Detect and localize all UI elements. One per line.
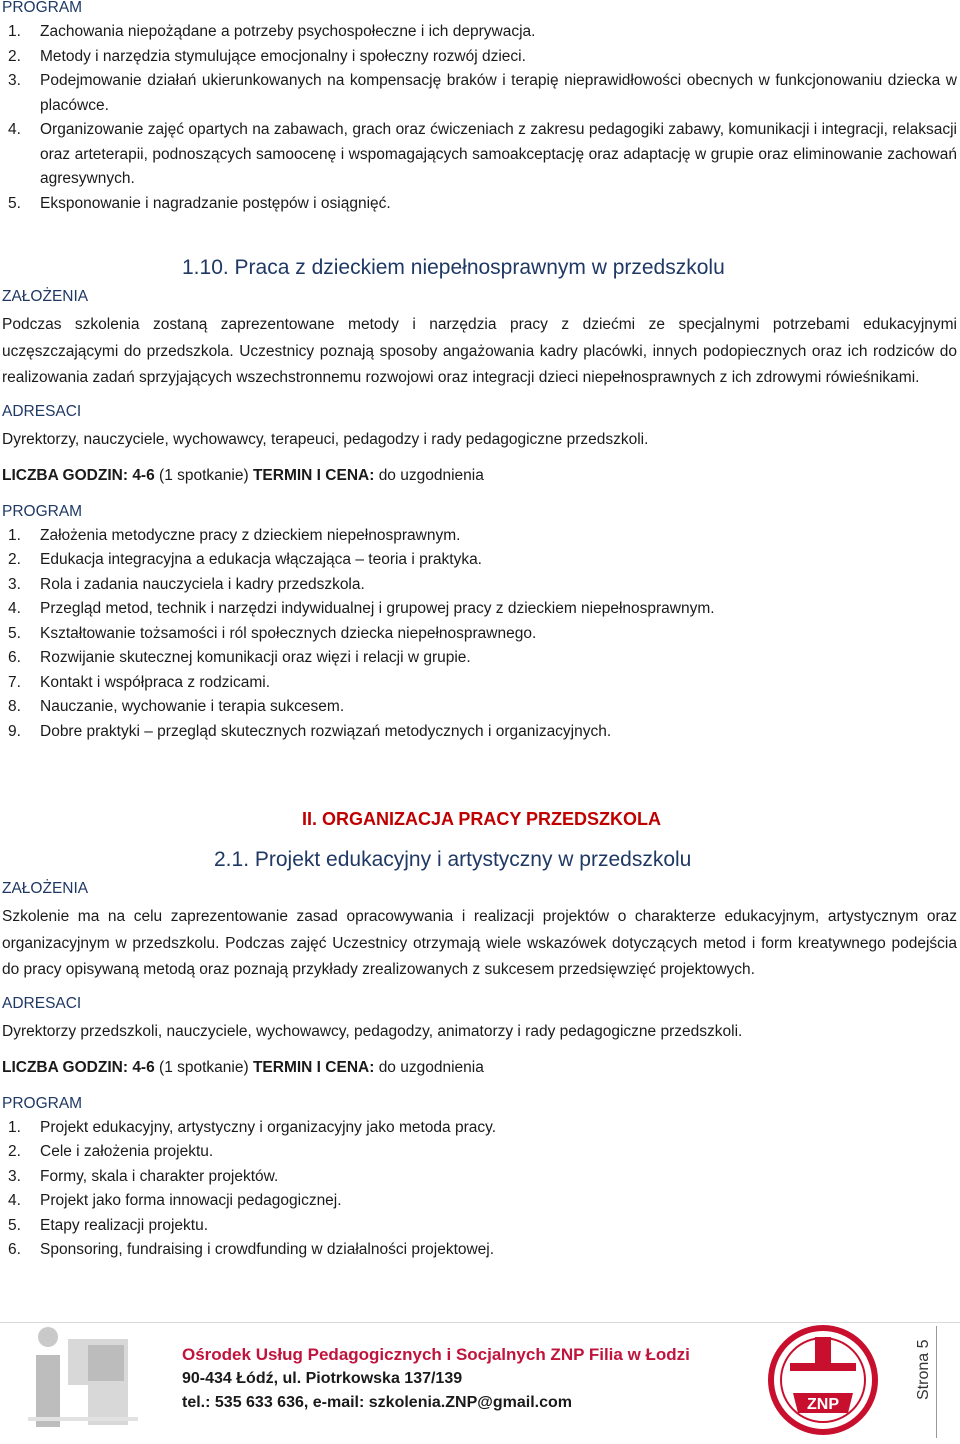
list-item bbox=[2, 192, 957, 217]
footer-organization: Ośrodek Usług Pedagogicznych i Socjalnych ZNP Filia w Łodzi bbox=[182, 1345, 690, 1364]
section-title: 1.10. Praca z dzieckiem niepełnosprawnym w przedszkolu bbox=[182, 256, 725, 279]
list-item-text: Projekt edukacyjny, artystyczny i organizacyjny jako metoda pracy. bbox=[40, 1118, 497, 1136]
list-item bbox=[2, 597, 957, 622]
list-item-number: 4. bbox=[8, 121, 21, 138]
section-title: 2.1. Projekt edukacyjny i artystyczny w przedszkolu bbox=[214, 848, 692, 871]
list-item bbox=[2, 1189, 957, 1214]
list-item-text: Projekt jako forma innowacji pedagogicznej. bbox=[40, 1192, 342, 1209]
list-item-text: Rozwijanie skutecznej komunikacji oraz więzi i relacji w grupie. bbox=[40, 649, 471, 666]
list-item-number: 8. bbox=[8, 698, 21, 715]
top-program-list bbox=[2, 20, 957, 216]
list-item-number: 2. bbox=[8, 551, 21, 568]
zalozenia-text: Podczas szkolenia zostaną zaprezentowane metody i narzędzia pracy z dziećmi ze specjalnymi potrzebami edukacyjnymi uczęszczającymi do przedszkola. Uczestnicy poznają sposoby angażowania kadry placówki, innych podopiecznych oraz ich rodziców do realizowania zadań sprzyjających wszechstronnemu rozwojowi oraz integracji dzieci niepełnosprawnych z ich zdrowymi rówieśnikami. bbox=[2, 316, 957, 386]
chapter-title: II. ORGANIZACJA PRACY PRZEDSZKOLA bbox=[302, 809, 662, 829]
program-list bbox=[2, 1116, 957, 1263]
list-item bbox=[2, 69, 957, 118]
list-item-text: Edukacja integracyjna a edukacja włączająca – teoria i praktyka. bbox=[40, 551, 482, 568]
adresaci-label: ADRESACI bbox=[2, 402, 82, 420]
oupis-logo-icon bbox=[28, 1325, 138, 1437]
footer-address: 90-434 Łódź, ul. Piotrkowska 137/139 bbox=[182, 1370, 463, 1387]
list-item-number: 1. bbox=[8, 1118, 21, 1136]
list-item-number: 3. bbox=[8, 72, 21, 89]
hours-line bbox=[2, 1056, 957, 1080]
list-item bbox=[2, 1140, 957, 1165]
section-1-10 bbox=[2, 285, 957, 744]
list-item-text: Cele i założenia projektu. bbox=[40, 1143, 214, 1160]
list-item bbox=[2, 1165, 957, 1190]
list-item-text: Dobre praktyki – przegląd skutecznych rozwiązań metodycznych i organizacyjnych. bbox=[40, 722, 612, 740]
list-item-number: 1. bbox=[8, 23, 21, 40]
hours-line bbox=[2, 464, 957, 488]
list-item bbox=[2, 671, 957, 696]
list-item-text: Zachowania niepożądane a potrzeby psychospołeczne i ich deprywacja. bbox=[40, 23, 536, 40]
list-item-text: Sponsoring, fundraising i crowdfunding w działalności projektowej. bbox=[40, 1241, 495, 1258]
hours-value: 4-6 bbox=[132, 1058, 155, 1076]
list-item-number: 4. bbox=[8, 1192, 21, 1209]
termin-label: TERMIN I CENA: bbox=[252, 466, 375, 484]
list-item-text: Podejmowanie działań ukierunkowanych na kompensację braków i terapię nieprawidłowości obecnych w funkcjonowaniu dziecka w placówce. bbox=[40, 72, 957, 114]
list-item-number: 2. bbox=[8, 1143, 21, 1160]
list-item-number: 3. bbox=[8, 575, 21, 593]
list-item bbox=[2, 573, 957, 598]
list-item bbox=[2, 45, 957, 70]
hours-note: (1 spotkanie) bbox=[159, 466, 249, 484]
svg-text:ZNP: ZNP bbox=[807, 1396, 839, 1413]
hours-value: 4-6 bbox=[132, 466, 155, 484]
list-item-number: 2. bbox=[8, 47, 21, 65]
list-item bbox=[2, 695, 957, 720]
list-item bbox=[2, 1116, 957, 1141]
adresaci-text: Dyrektorzy, nauczyciele, wychowawcy, terapeuci, pedagodzy i rady pedagogiczne przedszkoli. bbox=[2, 430, 649, 448]
page-number-divider bbox=[936, 1326, 937, 1438]
list-item bbox=[2, 622, 957, 647]
list-item-text: Przegląd metod, technik i narzędzi indywidualnej i grupowej pracy z dzieckiem niepełnosprawnym. bbox=[40, 600, 715, 617]
termin-label: TERMIN I CENA: bbox=[252, 1058, 375, 1076]
list-item-text: Rola i zadania nauczyciela i kadry przedszkola. bbox=[40, 575, 365, 593]
list-item bbox=[2, 20, 957, 45]
list-item-number: 5. bbox=[8, 624, 21, 642]
program-label: PROGRAM bbox=[2, 502, 83, 520]
list-item-text: Organizowanie zajęć opartych na zabawach, grach oraz ćwiczeniach z zakresu pedagogiki zabawy, komunikacji i integracji, relaksacji oraz arteterapii, podnoszących samoocenę i wspomagających samoakceptację oraz adaptację w grupie oraz eliminowanie zachowań agresywnych. bbox=[40, 121, 957, 187]
adresaci-text: Dyrektorzy przedszkoli, nauczyciele, wychowawcy, pedagodzy, animatorzy i rady pedagogiczne przedszkoli. bbox=[2, 1022, 743, 1040]
znp-logo-icon bbox=[768, 1323, 878, 1438]
program-label: PROGRAM bbox=[2, 1094, 83, 1112]
footer-contact: tel.: 535 633 636, e-mail: szkolenia.ZNP@gmail.com bbox=[182, 1394, 572, 1411]
termin-value: do uzgodnienia bbox=[378, 466, 484, 484]
adresaci-label: ADRESACI bbox=[2, 994, 82, 1012]
hours-label: LICZBA GODZIN: bbox=[2, 466, 128, 484]
list-item bbox=[2, 548, 957, 573]
list-item-number: 5. bbox=[8, 1216, 21, 1234]
list-item-text: Metody i narzędzia stymulujące emocjonalny i społeczny rozwój dzieci. bbox=[40, 47, 526, 65]
program-list bbox=[2, 524, 957, 745]
list-item bbox=[2, 1238, 957, 1263]
page-number: Strona 5 bbox=[915, 1339, 932, 1400]
list-item bbox=[2, 118, 957, 192]
list-item-text: Eksponowanie i nagradzanie postępów i osiągnięć. bbox=[40, 194, 391, 212]
list-item-text: Kontakt i współpraca z rodzicami. bbox=[40, 673, 271, 691]
list-item bbox=[2, 524, 957, 549]
hours-label: LICZBA GODZIN: bbox=[2, 1058, 128, 1076]
list-item-number: 5. bbox=[8, 194, 21, 212]
list-item-text: Etapy realizacji projektu. bbox=[40, 1216, 208, 1234]
list-item-number: 6. bbox=[8, 1241, 21, 1258]
list-item-number: 4. bbox=[8, 600, 21, 617]
list-item bbox=[2, 646, 957, 671]
zalozenia-label: ZAŁOŻENIA bbox=[2, 288, 89, 305]
top-program bbox=[2, 0, 957, 216]
list-item-text: Formy, skala i charakter projektów. bbox=[40, 1167, 279, 1185]
list-item-text: Nauczanie, wychowanie i terapia sukcesem. bbox=[40, 698, 345, 715]
list-item-number: 6. bbox=[8, 649, 21, 666]
list-item-number: 3. bbox=[8, 1167, 21, 1185]
zalozenia-label: ZAŁOŻENIA bbox=[2, 880, 89, 897]
list-item bbox=[2, 720, 957, 745]
list-item-number: 7. bbox=[8, 673, 21, 691]
list-item-number: 1. bbox=[8, 526, 21, 544]
list-item-number: 9. bbox=[8, 722, 21, 740]
termin-value: do uzgodnienia bbox=[378, 1058, 484, 1076]
list-item-text: Założenia metodyczne pracy z dzieckiem niepełnosprawnym. bbox=[40, 526, 461, 544]
list-item-text: Kształtowanie tożsamości i ról społecznych dziecka niepełnosprawnego. bbox=[40, 624, 537, 642]
hours-note: (1 spotkanie) bbox=[159, 1058, 249, 1076]
list-item bbox=[2, 1214, 957, 1239]
program-heading: PROGRAM bbox=[2, 0, 83, 16]
zalozenia-text: Szkolenie ma na celu zaprezentowanie zasad opracowywania i realizacji projektów o charakterze edukacyjnym, artystycznym oraz organizacyjnym w przedszkolu. Podczas zajęć Uczestnicy otrzymają wiele wskazówek dotyczących metod i form kreatywnego podejścia do pracy opisywaną metodą oraz poznają przykłady zrealizowanych z sukcesem przedsięwzięć projektowych. bbox=[2, 908, 957, 978]
section-2-1 bbox=[2, 877, 957, 1263]
